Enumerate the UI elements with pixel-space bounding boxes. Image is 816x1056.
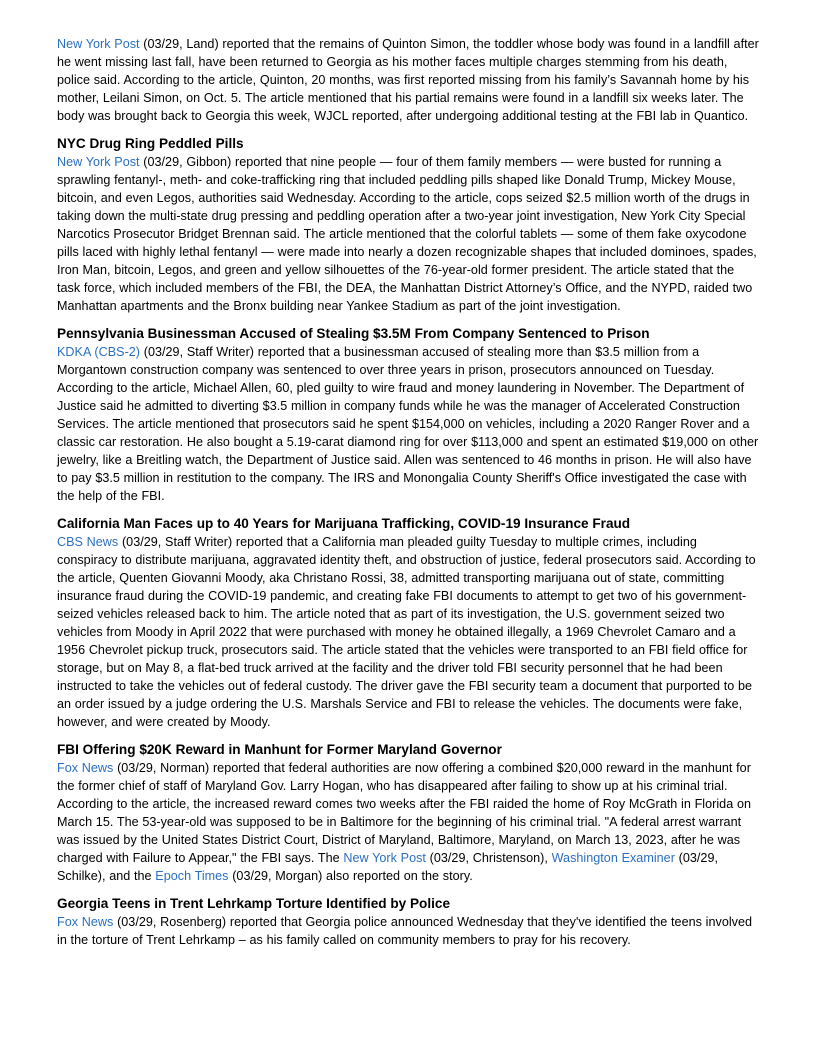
article-item: [57, 740, 760, 885]
article-body: [57, 153, 760, 315]
article-body: [57, 343, 760, 505]
article-item: [57, 324, 760, 505]
article-body: [57, 759, 760, 885]
source-link[interactable]: New York Post: [343, 851, 426, 865]
article-text: (03/29, Schilke), and the: [57, 851, 718, 883]
article-text: (03/29, Land) reported that the remains of Quinton Simon, the toddler whose body was found in a landfill after he went missing last fall, have been returned to Georgia as his mother faces multiple charges stemming from his death, police said. According to the article, Quinton, 20 months, was first reported missing from his family’s Savannah home by his mother, Leilani Simon, on Oct. 5. The article mentioned that his partial remains were found in a landfill six weeks later. The body was brought back to Georgia this week, WJCL reported, after undergoing additional testing at the FBI lab in Quantico.: [57, 37, 759, 123]
article-text: (03/29, Morgan) also reported on the story.: [228, 869, 473, 883]
article-item: [57, 35, 760, 125]
article-text: (03/29, Staff Writer) reported that a businessman accused of stealing more than $3.5 million from a Morgantown construction company was sentenced to over three years in prison, prosecutors announced on Tuesday. According to the article, Michael Allen, 60, pled guilty to wire fraud and money laundering in November. The Department of Justice said he admitted to diverting $3.5 million in company funds while he was the manager of Accelerated Construction Services. The article mentioned that prosecutors said he spent $154,000 on vehicles, including a 2020 Ranger Rover and a classic car restoration. He also bought a 5.19-carat diamond ring for over $113,000 and spent an estimated $19,000 on other jewelry, like a Breitling watch, the Department of Justice said. Allen was sentenced to 46 months in prison. He will also have to pay $3.5 million in restitution to the company. The IRS and Monongalia County Sheriff's Office investigated the case with the help of the FBI.: [57, 345, 759, 503]
article-heading: NYC Drug Ring Peddled Pills: [57, 136, 244, 151]
news-document: [57, 35, 760, 949]
source-link[interactable]: Epoch Times: [155, 869, 229, 883]
article-item: [57, 514, 760, 731]
source-link[interactable]: Washington Examiner: [551, 851, 675, 865]
source-link[interactable]: CBS News: [57, 535, 119, 549]
article-item: [57, 134, 760, 315]
article-heading: Georgia Teens in Trent Lehrkamp Torture Identified by Police: [57, 896, 451, 911]
article-text: (03/29, Staff Writer) reported that a California man pleaded guilty Tuesday to multiple crimes, including conspiracy to distribute marijuana, aggravated identity theft, and obstruction of justice, federal prosecutors said. According to the article, Quenten Giovanni Moody, aka Christano Rossi, 38, admitted transporting marijuana out of state, committing insurance fraud during the COVID-19 pandemic, and creating fake FBI documents to attempt to get two of his government-seized vehicles released back to him. The article noted that as part of its investigation, the U.S. government seized two vehicles from Moody in April 2022 that were purchased with money he obtained illegally, a 1969 Chevrolet Camaro and a 1956 Chevrolet pickup truck, prosecutors said. The article stated that the vehicles were transported to an FBI field office for storage, but on May 8, a flat-bed truck arrived at the facility and the driver told FBI security personnel that he had been instructed to take the vehicles out of federal custody. The driver gave the FBI security team a document that purported to be an order issued by a judge ordering the U.S. Marshals Service and FBI to release the vehicles. The documents were fake, however, and were created by Moody.: [57, 535, 756, 729]
article-body: [57, 913, 760, 949]
source-link[interactable]: New York Post: [57, 37, 140, 51]
article-heading: Pennsylvania Businessman Accused of Stealing $3.5M From Company Sentenced to Prison: [57, 326, 650, 341]
article-body: [57, 35, 760, 125]
source-link[interactable]: Fox News: [57, 915, 114, 929]
source-link[interactable]: New York Post: [57, 155, 140, 169]
article-text: (03/29, Gibbon) reported that nine people — four of them family members — were busted for running a sprawling fentanyl-, meth- and coke-trafficking ring that included peddling pills shaped like Donald Trump, Mickey Mouse, bitcoin, and even Legos, authorities said Wednesday. According to the article, cops seized $2.5 million worth of the drugs in taking down the multi-state drug pressing and peddling operation after a two-year joint investigation, New York City Special Narcotics Prosecutor Bridget Brennan said. The article mentioned that the colorful tablets — some of them fake oxycodone pills laced with highly lethal fentanyl — were made into nearly a dozen recognizable shapes that included dominoes, spades, Iron Man, bitcoin, Legos, and green and yellow silhouettes of the 76-year-old former president. The article stated that the task force, which included members of the FBI, the DEA, the Manhattan District Attorney’s Office, and the NYPD, raided two Manhattan apartments and the Bronx building near Yankee Stadium as part of the joint investigation.: [57, 155, 757, 313]
article-heading: FBI Offering $20K Reward in Manhunt for Former Maryland Governor: [57, 742, 502, 757]
article-text: (03/29, Norman) reported that federal authorities are now offering a combined $20,000 reward in the manhunt for the former chief of staff of Maryland Gov. Larry Hogan, who has disappeared after failing to show up at his criminal trial. According to the article, the increased reward comes two weeks after the FBI raided the home of Roy McGrath in Florida on March 15. The 53-year-old was supposed to be in Baltimore for the beginning of his criminal trial. "A federal arrest warrant was issued by the United States District Court, District of Maryland, Baltimore, Maryland, on March 13, 2023, after he was charged with Failure to Appear," the FBI says. The: [57, 761, 751, 865]
article-item: [57, 894, 760, 949]
article-text: (03/29, Christenson),: [425, 851, 552, 865]
article-heading: California Man Faces up to 40 Years for Marijuana Trafficking, COVID-19 Insurance Fraud: [57, 516, 631, 531]
source-link[interactable]: Fox News: [57, 761, 114, 775]
source-link[interactable]: KDKA (CBS-2): [57, 345, 141, 359]
article-body: [57, 533, 760, 731]
article-text: (03/29, Rosenberg) reported that Georgia police announced Wednesday that they've identified the teens involved in the torture of Trent Lehrkamp – as his family called on community members to pray for his recovery.: [57, 915, 753, 947]
